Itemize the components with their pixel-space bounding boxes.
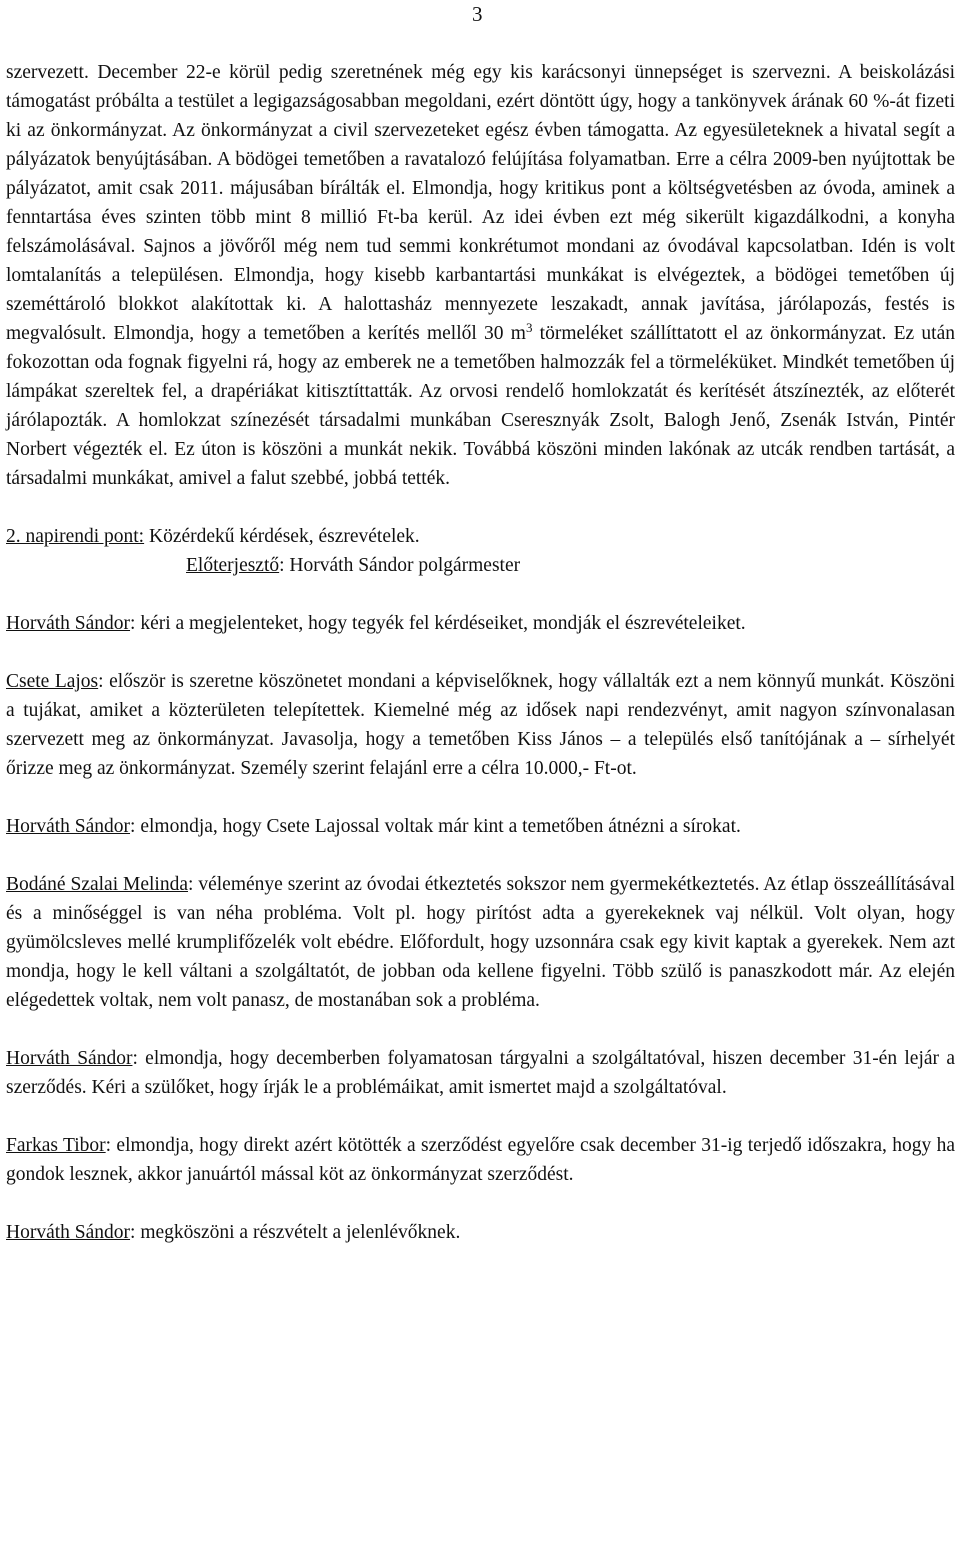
statement-paragraph	[6, 1218, 955, 1247]
intro-paragraph	[6, 58, 955, 493]
presenter-value: : Horváth Sándor polgármester	[279, 555, 521, 576]
statement-paragraph	[6, 667, 955, 783]
cubic-superscript: 3	[525, 320, 533, 335]
statement-paragraph	[6, 609, 955, 638]
presenter-line	[6, 551, 955, 580]
statement-paragraph	[6, 812, 955, 841]
statement-text: : kéri a megjelenteket, hogy tegyék fel kérdéseiket, mondják el észrevételeiket.	[130, 613, 746, 634]
speaker-name: Csete Lajos	[6, 671, 99, 692]
agenda-label: 2. napirendi pont:	[6, 526, 145, 547]
speaker-name: Horváth Sándor	[6, 816, 131, 837]
statement-text: : elmondja, hogy direkt azért kötötték a szerződést egyelőre csak december 31-ig terjedő időszakra, hogy ha gondok lesznek, akkor januártól mással köt az önkormányzat szerződést.	[6, 1135, 955, 1185]
statement-paragraph	[6, 870, 955, 1015]
statement-text: : megköszöni a részvételt a jelenlévőknek.	[130, 1222, 461, 1243]
agenda-title: Közérdekű kérdések, észrevételek.	[144, 526, 420, 547]
statement-text: : véleménye szerint az óvodai étkeztetés sokszor nem gyermekétkeztetés. Az étlap összeállításával és a minőséggel is van néha probléma. Volt pl. hogy pirítóst adta a gyerekeknek vaj nélkül. Volt olyan, hogy gyümölcsleves mellé krumplifőzelék volt ebédre. Előfordult, hogy uzsonnára csak egy kivit kaptak a gyerekek. Nem azt mondja, hogy le kell váltani a szolgáltatót, de jobban oda kellene figyelni. Több szülő is panaszkodott már. Az elején elégedettek voltak, nem volt panasz, de mostanában sok a probléma.	[6, 874, 955, 1011]
statement-text: : elmondja, hogy decemberben folyamatosan tárgyalni a szolgáltatóval, hiszen december 31-én lejár a szerződés. Kéri a szülőket, hogy írják le a problémáikat, amit ismertet majd a szolgáltatóval.	[6, 1048, 955, 1098]
statement-text: : először is szeretne köszönetet mondani a képviselőknek, hogy vállalták ezt a nem könnyű munkát. Köszöni a tujákat, amiket a közterületen telepítettek. Kiemelné még az idősek napi rendezvényt, amit nagyon színvonalasan szervezett meg az önkormányzat. Javasolja, hogy a temetőben Kiss János – a település első tanítójának a – sírhelyét őrizze meg az önkormányzat. Személy szerint felajánl erre a célra 10.000,- Ft-ot.	[6, 671, 955, 779]
intro-text-part1: szervezett. December 22-e körül pedig szeretnének még egy kis karácsonyi ünnepséget is szervezni. A beiskolázási támogatást próbálta a testület a legigazságosabban megoldani, ezért döntött úgy, hogy a tankönyvek árának 60 %-át fizeti ki az önkormányzat. Az önkormányzat a civil szervezeteket egész évben támogatta. Az egyesületeknek a hivatal segít a pályázatok benyújtásában. A bödögei temetőben a ravatalozó felújítása folyamatban. Erre a célra 2009-ben nyújtottak be pályázatot, amit csak 2011. májusában bírálták el. Elmondja, hogy kritikus pont a költségvetésben az óvoda, aminek a fenntartása éves szinten több mint 8 millió Ft-ba kerül. Az idei évben ezt még sikerült kigazdálkodni, a konyha felszámolásával. Sajnos a jövőről még nem tud semmi konkrétumot mondani az óvodával kapcsolatban. Idén is volt lomtalanítás a településen. Elmondja, hogy kisebb karbantartási munkákat is elvégeztek, a bödögei temetőben új szeméttároló blokkot alakítottak ki. A halottasház mennyezete leszakadt, annak javítása, járólapozás, festés is megvalósult. Elmondja, hogy a temetőben a kerítés mellől 30 m	[6, 62, 955, 344]
statement-text: : elmondja, hogy Csete Lajossal voltak már kint a temetőben átnézni a sírokat.	[130, 816, 741, 837]
speaker-name: Farkas Tibor	[6, 1135, 106, 1156]
document-body	[6, 58, 955, 1247]
statement-paragraph	[6, 1131, 955, 1189]
intro-text-part2: törmeléket szállíttatott el az önkormányzat. Ez után fokozottan oda fognak figyelni rá, hogy az emberek ne a temetőben halmozzák fel a törmeléküket. Mindkét temetőben új lámpákat szereltek fel, a drapériákat kitisztíttatták. Az orvosi rendelő homlokzatát és kerítését átszínezték, az előterét járólapozták. A homlokzat színezését társadalmi munkában Cseresznyák Zsolt, Balogh Jenő, Zsenák István, Pintér Norbert végezték el. Ez úton is köszöni a munkát nekik. Továbbá köszöni minden lakónak az utcák rendben tartását, a társadalmi munkákat, amivel a falut szebbé, jobbá tették.	[6, 323, 955, 489]
presenter-label: Előterjesztő	[186, 555, 280, 576]
statement-paragraph	[6, 1044, 955, 1102]
speaker-name: Horváth Sándor	[6, 1048, 133, 1069]
speaker-name: Bodáné Szalai Melinda	[6, 874, 189, 895]
speaker-name: Horváth Sándor	[6, 613, 131, 634]
agenda-item	[6, 522, 955, 551]
speaker-name: Horváth Sándor	[6, 1222, 131, 1243]
page-number: 3	[472, 2, 483, 26]
